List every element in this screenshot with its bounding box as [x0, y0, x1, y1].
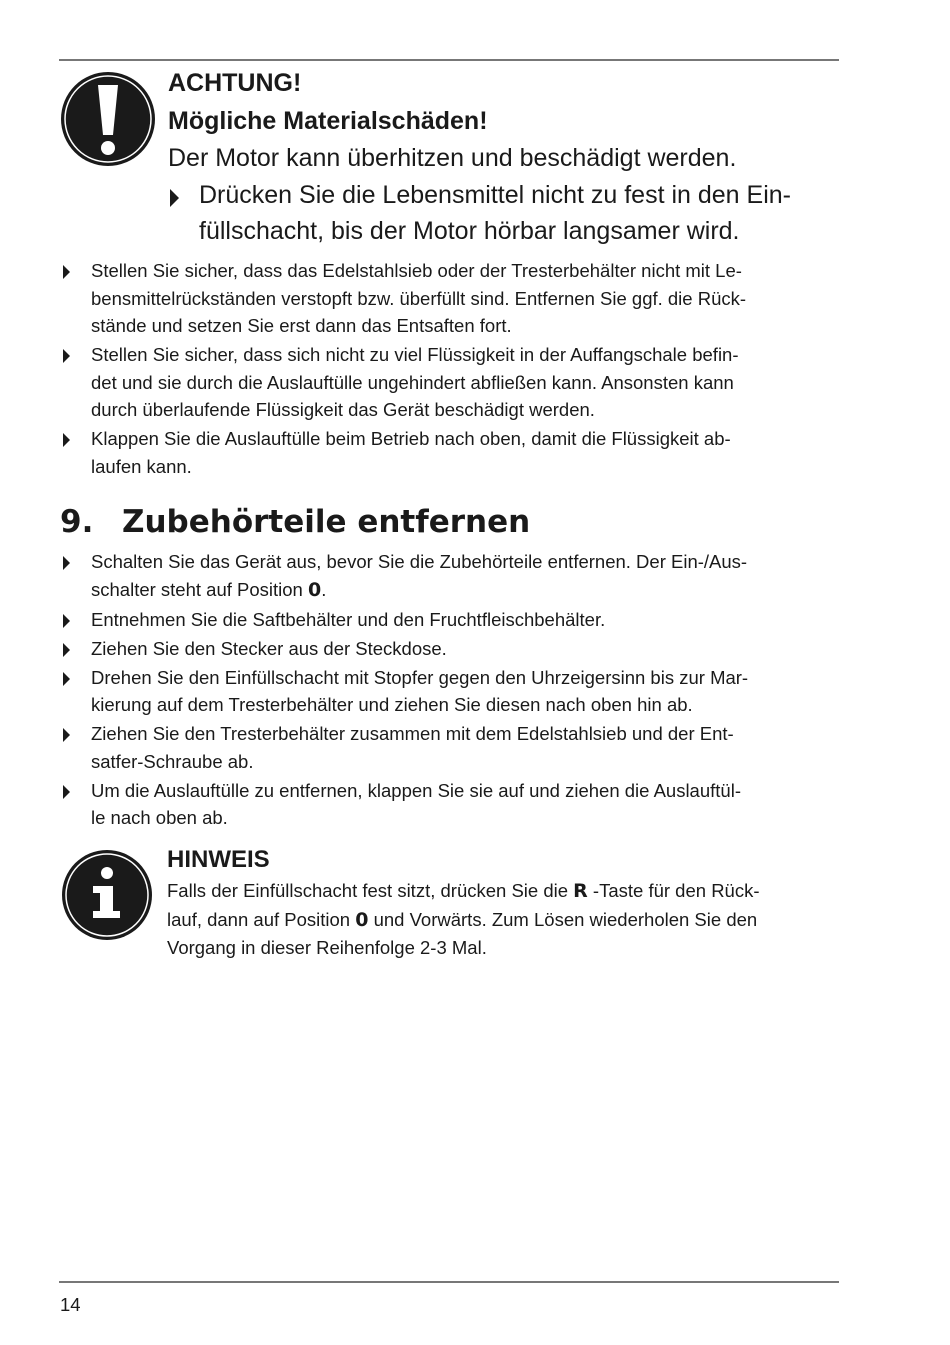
- note-text: Falls der Einfüllschacht fest sitzt, drücken Sie die R -Taste für den Rück- lauf, dann auf Position 0 und Vorwärts. Zum Lösen wiederholen Sie den Vorgang in dieser Reihenfolge 2-3 Mal.: [167, 880, 760, 958]
- section-title: Zubehörteile entfernen: [122, 504, 531, 540]
- bullet-arrow-icon: [63, 556, 70, 570]
- warning-text: Der Motor kann überhitzen und beschädigt werden.: [168, 144, 737, 172]
- bullet-arrow-icon: [63, 349, 70, 363]
- bullet-arrow-icon: [170, 189, 179, 207]
- bullet-arrow-icon: [63, 433, 70, 447]
- exclamation-icon: [60, 71, 156, 167]
- list-item: Ziehen Sie den Tresterbehälter zusammen mit dem Edelstahlsieb und der Ent- satfer-Schraube ab.: [60, 720, 850, 775]
- removal-steps-list: [60, 548, 850, 832]
- position-key: 0: [355, 908, 369, 931]
- list-item: Stellen Sie sicher, dass das Edelstahlsieb oder der Tresterbehälter nicht mit Le- bensmittelrückständen verstopft bzw. überfüllt sind. Entfernen Sie ggf. die Rück- stände und setzen Sie erst dann das Entsaften fort.: [60, 257, 850, 340]
- bullet-arrow-icon: [63, 785, 70, 799]
- bottom-divider: [59, 1281, 839, 1283]
- bullet-arrow-icon: [63, 728, 70, 742]
- warning-subtitle: Mögliche Materialschäden!: [168, 107, 488, 135]
- bullet-arrow-icon: [63, 614, 70, 628]
- top-divider: [59, 59, 839, 61]
- list-item: Stellen Sie sicher, dass sich nicht zu viel Flüssigkeit in der Auffangschale befin- det und sie durch die Auslauftülle ungehindert abfließen kann. Ansonsten kann durch überlaufende Flüssigkeit das Gerät beschädigt werden.: [60, 341, 850, 424]
- page-number: 14: [60, 1294, 81, 1315]
- warning-title: ACHTUNG!: [168, 69, 302, 97]
- info-icon: [61, 849, 153, 941]
- position-key: 0: [307, 578, 322, 601]
- list-item: Entnehmen Sie die Saftbehälter und den Fruchtfleischbehälter.: [60, 606, 850, 634]
- list-item: Drehen Sie den Einfüllschacht mit Stopfer gegen den Uhrzeigersinn bis zur Mar- kierung auf dem Tresterbehälter und ziehen Sie diesen nach oben hin ab.: [60, 664, 850, 719]
- r-key: R: [573, 880, 588, 902]
- warning-block: [168, 64, 848, 249]
- list-item: Um die Auslauftülle zu entfernen, klappen Sie sie auf und ziehen die Auslauftül- le nach oben ab.: [60, 777, 850, 832]
- warning-bullet-line: füllschacht, bis der Motor hörbar langsamer wird.: [199, 217, 740, 245]
- note-block: [167, 843, 847, 962]
- list-item: Ziehen Sie den Stecker aus der Steckdose.: [60, 635, 850, 663]
- section-heading: [60, 500, 530, 544]
- section-number: 9.: [60, 504, 94, 540]
- warning-bullet: [168, 177, 848, 249]
- list-item: Schalten Sie das Gerät aus, bevor Sie die Zubehörteile entfernen. Der Ein-/Aus- schalter steht auf Position 0.: [60, 548, 850, 604]
- bullet-arrow-icon: [63, 643, 70, 657]
- list-item: Klappen Sie die Auslauftülle beim Betrieb nach oben, damit die Flüssigkeit ab- laufen kann.: [60, 425, 850, 480]
- instruction-list: [60, 257, 850, 480]
- warning-bullet-line: Drücken Sie die Lebensmittel nicht zu fest in den Ein-: [199, 181, 791, 209]
- note-title: HINWEIS: [167, 846, 270, 873]
- bullet-arrow-icon: [63, 265, 70, 279]
- bullet-arrow-icon: [63, 672, 70, 686]
